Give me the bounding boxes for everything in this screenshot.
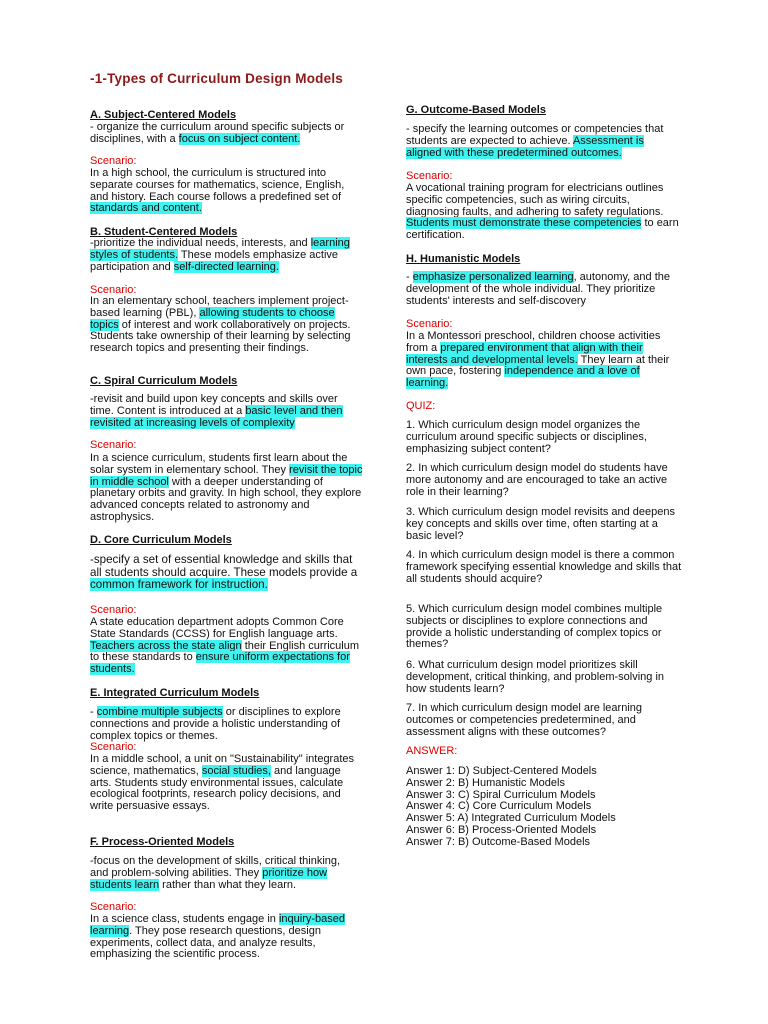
- section-f-heading: F. Process-Oriented Models: [90, 836, 235, 848]
- section-b-scenario: In an elementary school, teachers implement project-based learning (PBL), allowing students to choose topics of interest and work collaboratively on projects. Students take ownership of their learning by selecting research topics and presenting their findings.: [90, 295, 351, 355]
- section-g-heading: G. Outcome-Based Models: [406, 104, 546, 116]
- quiz-question-6: 6. What curriculum design model prioritizes skill development, critical thinking, and problem-solving in how students learn?: [406, 659, 665, 695]
- section-e-desc: - combine multiple subjects or disciplines to explore connections and provide a holistic understanding of complex topics or themes.: [90, 706, 341, 742]
- section-h-desc: - emphasize personalized learning, autonomy, and the development of the whole individual. They prioritize students' interests and self-discovery: [406, 271, 670, 307]
- section-c-heading: C. Spiral Curriculum Models: [90, 375, 238, 387]
- section-c-scenario: In a science curriculum, students first learn about the solar system in elementary school. They revisit the topic in middle school with a deeper understanding of planetary orbits and gravity. In high school, they explore advanced concepts related to astronomy and astrophysics.: [90, 452, 363, 523]
- section-g-desc: - specify the learning outcomes or competencies that students are expected to achieve. Assessment is aligned with these predetermined outcomes.: [406, 123, 664, 159]
- section-a-desc: - organize the curriculum around specific subjects or disciplines, with a focus on subject content.: [90, 121, 345, 145]
- quiz-question-1: 1. Which curriculum design model organizes the curriculum around specific subjects or disciplines, emphasizing subject content?: [406, 419, 647, 455]
- quiz-question-5: 5. Which curriculum design model combines multiple subjects or disciplines to explore connections and provide a holistic understanding of complex topics or themes?: [406, 603, 663, 651]
- section-a-scenario: In a high school, the curriculum is structured into separate courses for mathematics, science, English, and history. Each course follows a predefined set of standards and content.: [90, 167, 345, 215]
- section-d-scenario: A state education department adopts Common Core State Standards (CCSS) for English language arts. Teachers across the state align their English curriculum to these standards to ensure uniform expectations for students.: [90, 616, 360, 676]
- answer-item: Answer 3: C) Spiral Curriculum Models: [406, 788, 596, 801]
- answer-item: Answer 1: D) Subject-Centered Models: [406, 765, 597, 777]
- section-f-scenario-label: Scenario:: [90, 901, 137, 913]
- section-c-desc: -revisit and build upon key concepts and skills over time. Content is introduced at a basic level and then revisited at increasing levels of complexity: [90, 393, 343, 429]
- answer-label: ANSWER:: [406, 745, 458, 757]
- section-d-desc: -specify a set of essential knowledge and skills that all students should acquire. These models provide a common framework for instruction.: [90, 553, 358, 592]
- section-g-scenario: A vocational training program for electricians outlines specific competencies, such as wiring circuits, diagnosing faults, and adhering to safety regulations. Students must demonstrate these competencies to earn certification.: [406, 182, 679, 242]
- answer-item: Answer 5: A) Integrated Curriculum Models: [406, 812, 616, 825]
- section-g-scenario-label: Scenario:: [406, 170, 453, 182]
- section-h-scenario: In a Montessori preschool, children choose activities from a prepared environment that align with their interests and developmental levels. They learn at their own pace, fostering independence and a love of learning.: [406, 330, 670, 390]
- section-a-scenario-label: Scenario:: [90, 155, 137, 167]
- section-f-desc: -focus on the development of skills, critical thinking, and problem-solving abilities. They prioritize how students learn rather than what they learn.: [90, 855, 341, 891]
- section-h-scenario-label: Scenario:: [406, 318, 453, 330]
- section-c-scenario-label: Scenario:: [90, 439, 137, 451]
- quiz-question-3: 3. Which curriculum design model revisits and deepens key concepts and skills over time, often starting at a basic level?: [406, 506, 676, 542]
- section-h-heading: H. Humanistic Models: [406, 253, 521, 265]
- answer-item: Answer 6: B) Process-Oriented Models: [406, 823, 597, 836]
- section-b-desc: -prioritize the individual needs, interests, and learning styles of students. These models emphasize active participation and self-directed learning.: [90, 237, 350, 273]
- answer-item: Answer 4: C) Core Curriculum Models: [406, 800, 592, 813]
- quiz-label: QUIZ:: [406, 400, 436, 412]
- answer-list: [406, 766, 682, 849]
- section-e-scenario: In a middle school, a unit on "Sustainability" integrates science, mathematics, social studies, and language arts. Students study environmental issues, calculate ecological footprints, research policy decisions, and write persuasive essays.: [90, 753, 355, 813]
- section-a-heading: A. Subject-Centered Models: [90, 109, 237, 121]
- page-title: -1-Types of Curriculum Design Models: [90, 71, 343, 86]
- quiz-question-2: 2. In which curriculum design model do students have more autonomy and are encouraged to take an active role in their learning?: [406, 462, 668, 498]
- section-d-heading: D. Core Curriculum Models: [90, 534, 232, 546]
- section-b-scenario-label: Scenario:: [90, 284, 137, 296]
- section-d-scenario-label: Scenario:: [90, 604, 137, 616]
- section-f-scenario-start: In a science class, students engage in inquiry-based learning. They pose research questions, design experiments, collect data, and analyze results, emphasizing the scientific process.: [90, 913, 345, 961]
- section-b-heading: B. Student-Centered Models: [90, 226, 238, 238]
- answer-item: Answer 2: B) Humanistic Models: [406, 776, 565, 789]
- quiz-question-4: 4. In which curriculum design model is there a common framework specifying essential knowledge and skills that all students should acquire?: [406, 549, 682, 585]
- answer-item: Answer 7: B) Outcome-Based Models: [406, 835, 591, 848]
- quiz-question-7: 7. In which curriculum design model are learning outcomes or competencies predetermined, and assessment aligns with these outcomes?: [406, 702, 643, 738]
- section-e-heading: E. Integrated Curriculum Models: [90, 687, 260, 699]
- section-e-scenario-label: Scenario:: [90, 741, 137, 753]
